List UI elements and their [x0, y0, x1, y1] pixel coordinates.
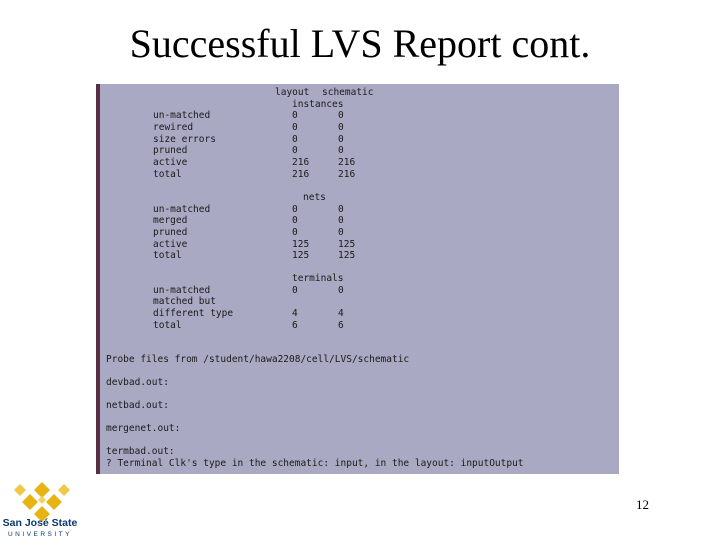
- row-schematic-value: 0: [338, 122, 344, 133]
- row-label: total: [153, 320, 182, 331]
- logo-university-name: San José State: [2, 517, 78, 529]
- row-layout-value: 4: [292, 308, 298, 319]
- probe-files-line: Probe files from /student/hawa2208/cell/LVS/schematic: [106, 354, 410, 365]
- row-label: un-matched: [153, 204, 211, 215]
- row-label: different type: [153, 308, 234, 319]
- row-schematic-value: 0: [338, 134, 344, 145]
- slide-number: 12: [636, 497, 649, 512]
- row-label: pruned: [153, 227, 188, 238]
- row-schematic-value: 0: [338, 145, 344, 156]
- row-schematic-value: 125: [338, 239, 356, 250]
- row-schematic-value: 0: [338, 215, 344, 226]
- row-schematic-value: 0: [338, 285, 344, 296]
- row-schematic-value: 6: [338, 320, 344, 331]
- row-layout-value: 125: [292, 239, 310, 250]
- row-label: un-matched: [153, 110, 211, 121]
- section-heading-instances: instances: [292, 99, 344, 110]
- row-schematic-value: 0: [338, 204, 344, 215]
- row-layout-value: 0: [292, 145, 298, 156]
- row-label: size errors: [153, 134, 216, 145]
- row-layout-value: 0: [292, 215, 298, 226]
- terminal-type-note: ? Terminal Clk's type in the schematic: input, in the layout: inputOutput: [106, 458, 524, 469]
- logo-university-word: UNIVERSITY: [7, 531, 72, 538]
- row-label: active: [153, 157, 188, 168]
- row-label: active: [153, 239, 188, 250]
- row-layout-value: 216: [292, 157, 310, 168]
- row-layout-value: 0: [292, 134, 298, 145]
- lvs-report-panel: [96, 84, 619, 474]
- row-label: merged: [153, 215, 188, 226]
- row-label: rewired: [153, 122, 194, 133]
- row-layout-value: 216: [292, 169, 310, 180]
- row-schematic-value: 0: [338, 227, 344, 238]
- row-layout-value: 0: [292, 122, 298, 133]
- row-layout-value: 125: [292, 250, 310, 261]
- section-heading-terminals: terminals: [292, 273, 344, 284]
- row-label: pruned: [153, 145, 188, 156]
- probe-file-termbad: termbad.out:: [106, 446, 175, 457]
- row-layout-value: 0: [292, 227, 298, 238]
- probe-file-devbad: devbad.out:: [106, 377, 169, 388]
- row-layout-value: 0: [292, 204, 298, 215]
- probe-file-mergenet: mergenet.out:: [106, 423, 181, 434]
- row-schematic-value: 4: [338, 308, 344, 319]
- probe-file-netbad: netbad.out:: [106, 400, 169, 411]
- row-schematic-value: 216: [338, 169, 356, 180]
- row-layout-value: 0: [292, 285, 298, 296]
- row-layout-value: 6: [292, 320, 298, 331]
- row-label: total: [153, 169, 182, 180]
- row-schematic-value: 125: [338, 250, 356, 261]
- row-layout-value: 0: [292, 110, 298, 121]
- column-header-schematic: schematic: [322, 87, 374, 98]
- row-label: total: [153, 250, 182, 261]
- column-header-layout: layout: [275, 87, 310, 98]
- section-heading-nets: nets: [303, 192, 326, 203]
- row-label: un-matched: [153, 285, 211, 296]
- row-label: matched but: [153, 296, 216, 307]
- row-schematic-value: 216: [338, 157, 356, 168]
- row-schematic-value: 0: [338, 110, 344, 121]
- slide-title: Successful LVS Report cont.: [129, 21, 591, 66]
